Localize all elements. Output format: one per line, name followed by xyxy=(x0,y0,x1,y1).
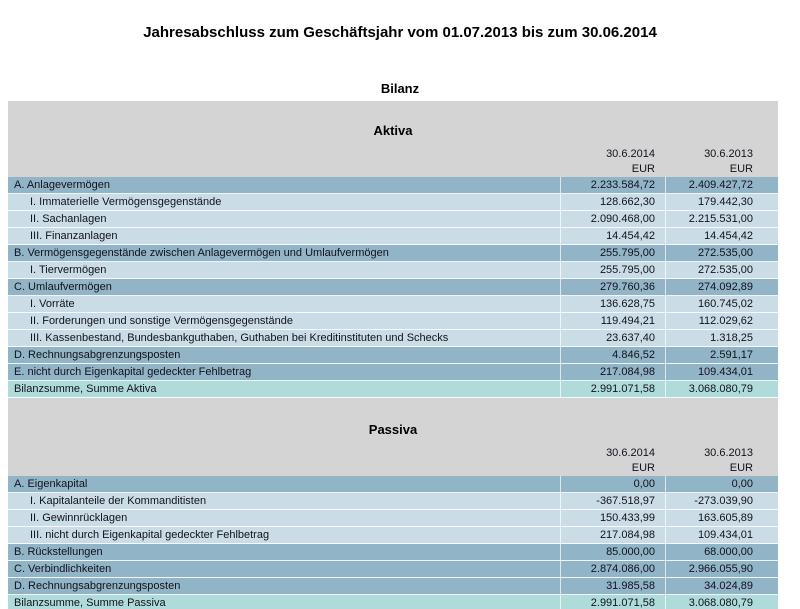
table-row xyxy=(8,493,778,510)
row-value-2013: 112.029,62 xyxy=(665,313,778,329)
row-label: C. Umlaufvermögen xyxy=(14,281,112,293)
table-row xyxy=(8,296,778,313)
row-value-2014: 150.433,99 xyxy=(560,510,665,526)
row-value-2013: 272.535,00 xyxy=(665,245,778,261)
row-value-2014: 2.991.071,58 xyxy=(560,381,665,397)
row-value-2014: 2.233.584,72 xyxy=(560,177,665,193)
table-row xyxy=(8,578,778,595)
column-headers xyxy=(8,446,778,476)
section-rows xyxy=(8,177,778,398)
row-label: I. Vorräte xyxy=(30,298,75,310)
column-header-units-row xyxy=(8,162,778,177)
row-value-2014: 255.795,00 xyxy=(560,245,665,261)
row-label: II. Sachanlagen xyxy=(30,213,107,225)
row-value-2013: 2.966.055,90 xyxy=(665,561,778,577)
page-title: Jahresabschluss zum Geschäftsjahr vom 01.07.2013 bis zum 30.06.2014 xyxy=(143,24,657,41)
row-value-2013: 14.454,42 xyxy=(665,228,778,244)
balance-section xyxy=(8,398,778,609)
row-value-2014: 119.494,21 xyxy=(560,313,665,329)
row-label: C. Verbindlichkeiten xyxy=(14,563,112,575)
row-value-2013: 68.000,00 xyxy=(665,544,778,560)
column-header-unit-2014: EUR xyxy=(631,462,655,474)
column-header-date-2013: 30.6.2013 xyxy=(704,447,753,459)
table-row xyxy=(8,279,778,296)
row-value-2014: 279.760,36 xyxy=(560,279,665,295)
row-value-2013: 3.068.080,79 xyxy=(665,381,778,397)
row-label: I. Tiervermögen xyxy=(30,264,107,276)
column-header-units-row xyxy=(8,461,778,476)
row-value-2013: 34.024,89 xyxy=(665,578,778,594)
column-header-date-2014: 30.6.2014 xyxy=(606,447,655,459)
row-label: B. Rückstellungen xyxy=(14,546,103,558)
row-value-2013: 163.605,89 xyxy=(665,510,778,526)
row-value-2014: 217.084,98 xyxy=(560,364,665,380)
column-header-unit-2013: EUR xyxy=(729,163,753,175)
column-header-date-2013: 30.6.2013 xyxy=(704,148,753,160)
table-row xyxy=(8,476,778,493)
row-value-2013: 2.591,17 xyxy=(665,347,778,363)
table-row xyxy=(8,245,778,262)
balance-sheet-panel xyxy=(8,101,778,609)
row-value-2013: 274.092,89 xyxy=(665,279,778,295)
column-headers xyxy=(8,147,778,177)
row-value-2013: 109.434,01 xyxy=(665,527,778,543)
column-header-dates-row xyxy=(8,147,778,162)
table-row xyxy=(8,527,778,544)
row-label: III. nicht durch Eigenkapital gedeckter Fehlbetrag xyxy=(30,529,270,541)
row-value-2013: 109.434,01 xyxy=(665,364,778,380)
bilanz-heading: Bilanz xyxy=(380,81,420,96)
row-value-2014: 136.628,75 xyxy=(560,296,665,312)
table-row xyxy=(8,313,778,330)
row-value-2014: 4.846,52 xyxy=(560,347,665,363)
row-label: I. Kapitalanteile der Kommanditisten xyxy=(30,495,207,507)
column-header-dates-row xyxy=(8,446,778,461)
row-value-2014: 85.000,00 xyxy=(560,544,665,560)
row-value-2014: 255.795,00 xyxy=(560,262,665,278)
row-value-2013: 2.215.531,00 xyxy=(665,211,778,227)
row-label: II. Forderungen und sonstige Vermögensgegenstände xyxy=(30,315,293,327)
table-row xyxy=(8,330,778,347)
row-label: Bilanzsumme, Summe Aktiva xyxy=(14,383,157,395)
row-value-2013: 160.745,02 xyxy=(665,296,778,312)
row-value-2013: 272.535,00 xyxy=(665,262,778,278)
row-value-2013: 179.442,30 xyxy=(665,194,778,210)
row-value-2014: 0,00 xyxy=(560,476,665,492)
column-header-unit-2013: EUR xyxy=(729,462,753,474)
table-row xyxy=(8,211,778,228)
row-label: II. Gewinnrücklagen xyxy=(30,512,128,524)
section-heading: Aktiva xyxy=(373,123,413,138)
table-row xyxy=(8,595,778,609)
row-label: I. Immaterielle Vermögensgegenstände xyxy=(30,196,222,208)
balance-section xyxy=(8,101,778,398)
row-label: III. Finanzanlagen xyxy=(30,230,118,242)
row-label: B. Vermögensgegenstände zwischen Anlagevermögen und Umlaufvermögen xyxy=(14,247,389,259)
table-row xyxy=(8,381,778,398)
section-heading: Passiva xyxy=(368,422,418,437)
table-row xyxy=(8,561,778,578)
table-row xyxy=(8,177,778,194)
column-header-unit-2014: EUR xyxy=(631,163,655,175)
row-label: III. Kassenbestand, Bundesbankguthaben, Guthaben bei Kreditinstituten und Schecks xyxy=(30,332,449,344)
table-row xyxy=(8,228,778,245)
row-value-2014: 2.874.086,00 xyxy=(560,561,665,577)
row-label: D. Rechnungsabgrenzungsposten xyxy=(14,349,181,361)
table-row xyxy=(8,262,778,279)
row-label: A. Anlagevermögen xyxy=(14,179,111,191)
row-value-2014: 14.454,42 xyxy=(560,228,665,244)
row-value-2014: -367.518,97 xyxy=(560,493,665,509)
table-row xyxy=(8,364,778,381)
section-rows xyxy=(8,476,778,609)
row-label: Bilanzsumme, Summe Passiva xyxy=(14,597,166,609)
row-label: D. Rechnungsabgrenzungsposten xyxy=(14,580,181,592)
row-value-2013: -273.039,90 xyxy=(665,493,778,509)
row-value-2014: 31.985,58 xyxy=(560,578,665,594)
table-row xyxy=(8,544,778,561)
row-value-2013: 3.068.080,79 xyxy=(665,595,778,609)
row-value-2014: 2.090.468,00 xyxy=(560,211,665,227)
table-row xyxy=(8,347,778,364)
row-label: A. Eigenkapital xyxy=(14,478,88,490)
table-row xyxy=(8,510,778,527)
column-header-date-2014: 30.6.2014 xyxy=(606,148,655,160)
row-label: E. nicht durch Eigenkapital gedeckter Fehlbetrag xyxy=(14,366,252,378)
row-value-2013: 2.409.427,72 xyxy=(665,177,778,193)
row-value-2014: 23.637,40 xyxy=(560,330,665,346)
row-value-2013: 0,00 xyxy=(665,476,778,492)
row-value-2014: 128.662,30 xyxy=(560,194,665,210)
row-value-2014: 2.991.071,58 xyxy=(560,595,665,609)
row-value-2014: 217.084,98 xyxy=(560,527,665,543)
row-value-2013: 1.318,25 xyxy=(665,330,778,346)
table-row xyxy=(8,194,778,211)
